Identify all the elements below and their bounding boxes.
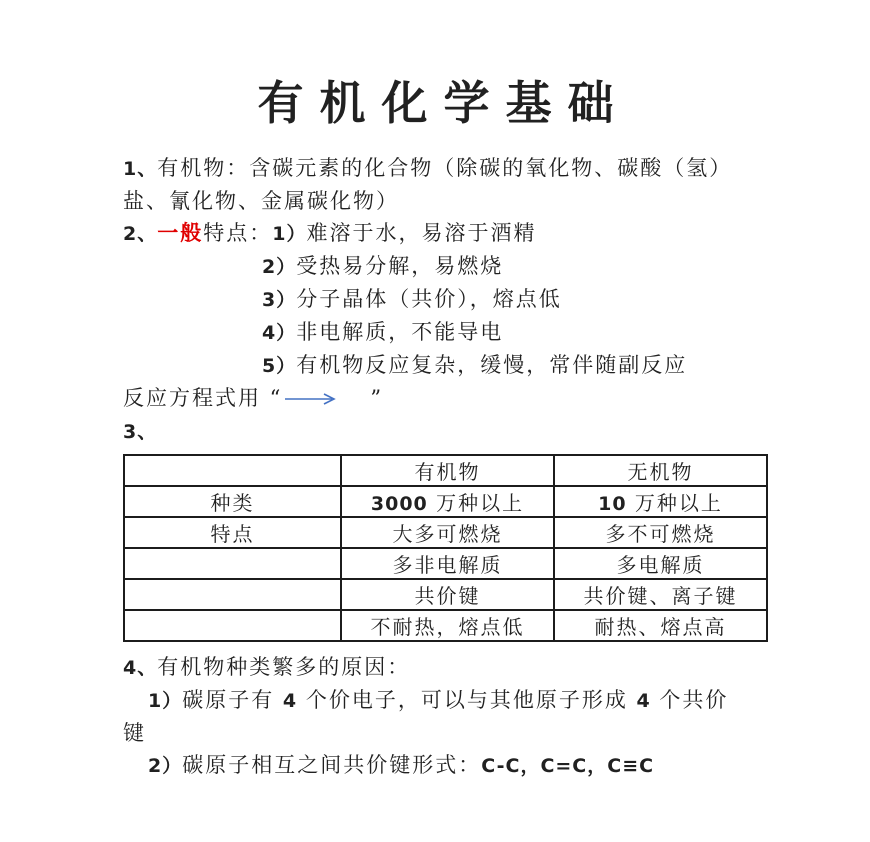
cell-organic: 不耐热，熔点低 xyxy=(341,610,554,641)
cell-organic: 共价键 xyxy=(341,579,554,610)
item4-number: 4、 xyxy=(123,657,158,679)
item1-text-wrap: 盐、氰化物、金属碳化物） xyxy=(123,189,399,213)
point5-text: 有机物反应复杂，缓慢，常伴随副反应 xyxy=(296,353,688,377)
cell-label xyxy=(124,455,341,486)
cell-inorganic: 多不可燃烧 xyxy=(554,517,767,548)
cell-label xyxy=(124,548,341,579)
organic-vs-inorganic-table xyxy=(123,454,768,642)
item4-point1-value-4b: 4 xyxy=(636,690,651,712)
item4-point2-text: 碳原子相互之间共价键形式： xyxy=(182,753,482,777)
item1-number: 1、 xyxy=(123,158,158,180)
item4-point1-text-c: 个共价 xyxy=(650,688,729,712)
table-row xyxy=(124,486,767,517)
item4-point2-bonds: C-C，C=C，C≡C xyxy=(481,755,655,777)
item4-point1-line2 xyxy=(123,717,748,749)
cell-label xyxy=(124,610,341,641)
cell-organic: 多非电解质 xyxy=(341,548,554,579)
item3-number: 3、 xyxy=(123,421,158,443)
point5-number: 5） xyxy=(262,355,297,377)
page-title: 有机化学基础 xyxy=(257,76,630,130)
point2-text: 受热易分解，易燃烧 xyxy=(296,254,504,278)
cell-inorganic: 耐热、熔点高 xyxy=(554,610,767,641)
cell-label: 种类 xyxy=(124,486,341,517)
cell-organic: 大多可燃烧 xyxy=(341,517,554,548)
table-row xyxy=(124,579,767,610)
cell-inorganic: 多电解质 xyxy=(554,548,767,579)
item2-line xyxy=(123,217,748,250)
item4-point1-value-4a: 4 xyxy=(282,690,298,712)
item4-title-line xyxy=(123,651,748,684)
point4-number: 4） xyxy=(262,322,297,344)
item2-note-line xyxy=(123,382,748,415)
point1-number: 1） xyxy=(272,223,307,245)
cell-label: 特点 xyxy=(124,517,341,548)
item4-point1-line1 xyxy=(123,684,748,717)
table-row xyxy=(124,517,767,548)
item4-point1-wrap: 键 xyxy=(123,721,146,745)
cell-organic: 3000 万种以上 xyxy=(341,486,554,517)
table-row xyxy=(124,455,767,486)
cell-label xyxy=(124,579,341,610)
item2-number: 2、 xyxy=(123,223,158,245)
point3-number: 3） xyxy=(262,289,297,311)
notes-section-bottom xyxy=(123,651,748,782)
item4-point1-text-b: 个价电子，可以与其他原子形成 xyxy=(297,688,637,712)
table-row xyxy=(124,610,767,641)
notes-section-top xyxy=(123,152,748,448)
point2-number: 2） xyxy=(262,256,297,278)
item3-line xyxy=(123,415,748,448)
note-prefix: 反应方程式用 “ xyxy=(123,386,283,410)
item4-point2-number: 2） xyxy=(148,755,183,777)
point3-text: 分子晶体（共价），熔点低 xyxy=(296,287,562,311)
item2-point4 xyxy=(123,316,748,349)
item2-label: 特点： xyxy=(203,221,273,245)
cell-inorganic: 共价键、离子键 xyxy=(554,579,767,610)
item1-line2 xyxy=(123,185,748,217)
cell-organic: 有机物 xyxy=(341,455,554,486)
point4-text: 非电解质，不能导电 xyxy=(296,320,504,344)
point1-text: 难溶于水，易溶于酒精 xyxy=(306,221,537,245)
item4-point1-number: 1） xyxy=(148,690,183,712)
long-right-arrow-icon xyxy=(284,383,342,415)
item4-title: 有机物种类繁多的原因： xyxy=(157,655,411,679)
table-row xyxy=(124,548,767,579)
item2-highlight: 一般 xyxy=(157,220,204,245)
item1-text: 有机物：含碳元素的化合物（除碳的氧化物、碳酸（氢） xyxy=(157,156,733,180)
item2-point5 xyxy=(123,349,748,382)
item2-point3 xyxy=(123,283,748,316)
item4-point2-line xyxy=(123,749,748,782)
item2-point2 xyxy=(123,250,748,283)
note-suffix: ” xyxy=(370,386,384,410)
item4-point1-text-a: 碳原子有 xyxy=(182,688,283,712)
item1-line1 xyxy=(123,152,748,185)
cell-inorganic: 10 万种以上 xyxy=(554,486,767,517)
cell-inorganic: 无机物 xyxy=(554,455,767,486)
